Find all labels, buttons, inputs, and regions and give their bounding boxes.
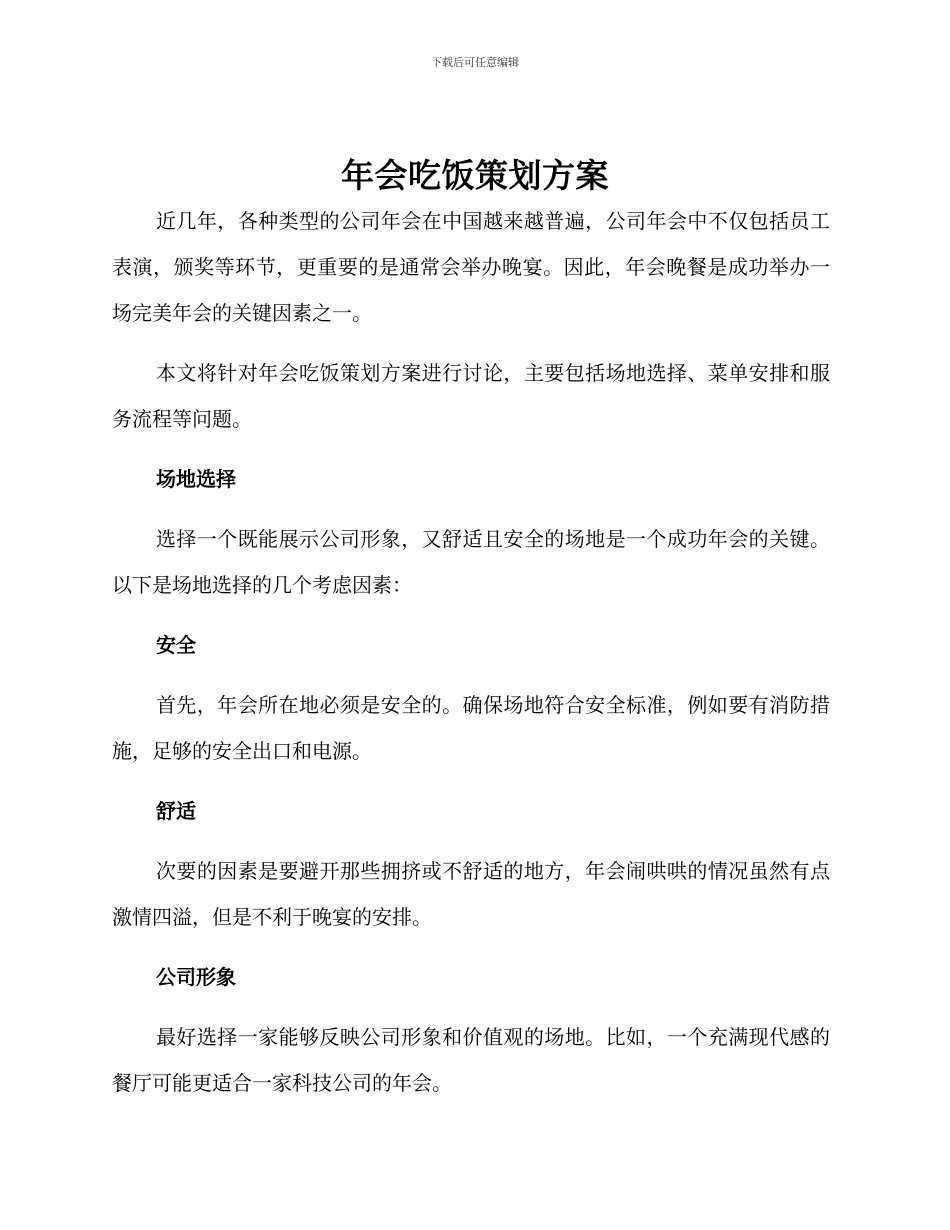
header-note: 下载后可任意编辑 xyxy=(431,56,519,69)
paragraph-intro: 近几年，各种类型的公司年会在中国越来越普遍，公司年会中不仅包括员工表演，颁奖等环节，更重要的是通常会举办晚宴。因此，年会晚餐是成功举办一场完美年会的关键因素之一。 xyxy=(112,209,830,325)
heading-venue-selection: 场地选择 xyxy=(156,467,236,491)
document-title: 年会吃饭策划方案 xyxy=(341,156,609,195)
document-body xyxy=(112,198,830,1120)
heading-comfort: 舒适 xyxy=(156,799,196,823)
heading-company-image: 公司形象 xyxy=(156,965,236,989)
paragraph-safety: 首先，年会所在地必须是安全的。确保场地符合安全标准，例如要有消防措施，足够的安全出口和电源。 xyxy=(112,693,830,763)
heading-safety: 安全 xyxy=(156,633,196,657)
paragraph-scope: 本文将针对年会吃饭策划方案进行讨论，主要包括场地选择、菜单安排和服务流程等问题。 xyxy=(112,361,830,431)
paragraph-venue-selection: 选择一个既能展示公司形象，又舒适且安全的场地是一个成功年会的关键。以下是场地选择的几个考虑因素： xyxy=(112,527,830,597)
paragraph-comfort: 次要的因素是要避开那些拥挤或不舒适的地方，年会闹哄哄的情况虽然有点激情四溢，但是不利于晚宴的安排。 xyxy=(112,859,830,929)
paragraph-company-image: 最好选择一家能够反映公司形象和价值观的场地。比如，一个充满现代感的餐厅可能更适合一家科技公司的年会。 xyxy=(112,1025,830,1095)
